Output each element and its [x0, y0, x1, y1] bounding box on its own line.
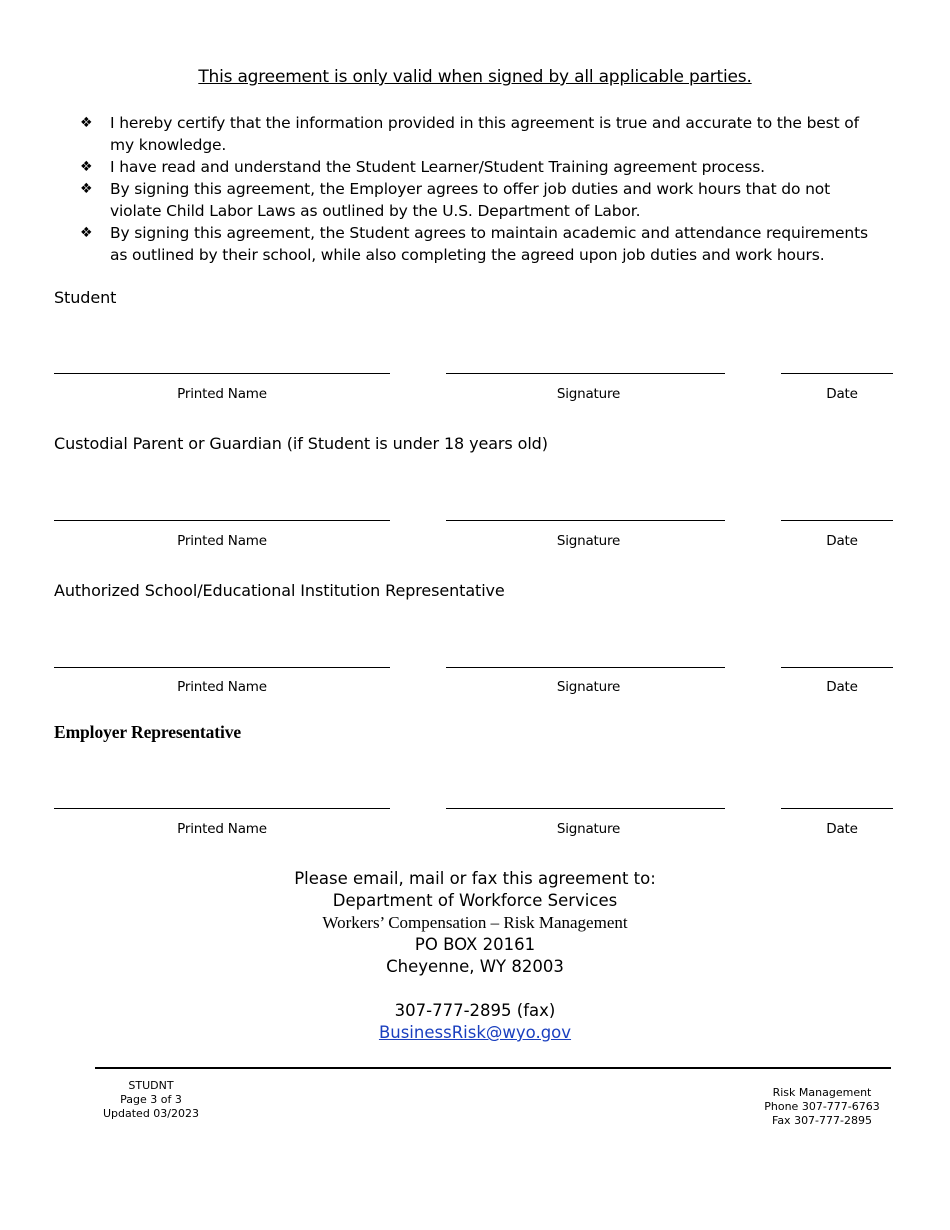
diamond-bullet-icon: ❖	[80, 159, 93, 175]
bullet-text: By signing this agreement, the Student agrees to maintain academic and attendance requirements as outlined by their school, while also completing the agreed upon job duties and work hours.	[110, 224, 868, 264]
signature-caption: Signature	[556, 533, 621, 549]
agreement-validity-heading: This agreement is only valid when signed by all applicable parties.	[198, 67, 752, 87]
date-caption: Date	[826, 533, 858, 549]
contact-spacer	[0, 978, 950, 1000]
signature-caption: Signature	[556, 821, 621, 837]
guardian-date-line[interactable]	[781, 520, 893, 521]
school-date-line[interactable]	[781, 667, 893, 668]
student-signature-line[interactable]	[446, 373, 725, 374]
printed-name-caption: Printed Name	[177, 386, 267, 402]
contact-city: Cheyenne, WY 82003	[386, 957, 564, 976]
date-caption: Date	[826, 386, 858, 402]
guardian-signature-line[interactable]	[446, 520, 725, 521]
certification-list	[80, 112, 880, 266]
diamond-bullet-icon: ❖	[80, 225, 93, 241]
section-label-student: Student	[54, 288, 117, 307]
footer-updated-date: Updated 03/2023	[102, 1107, 199, 1120]
diamond-bullet-icon: ❖	[80, 115, 93, 131]
contact-fax: 307-777-2895 (fax)	[394, 1001, 556, 1020]
list-item	[80, 178, 880, 222]
employer-date-line[interactable]	[781, 808, 893, 809]
section-label-parent-guardian: Custodial Parent or Guardian (if Student is under 18 years old)	[54, 434, 548, 453]
diamond-bullet-icon: ❖	[80, 181, 93, 197]
bullet-text: I have read and understand the Student Learner/Student Training agreement process.	[110, 158, 765, 176]
contact-block	[0, 868, 950, 1044]
student-printed-name-line[interactable]	[54, 373, 390, 374]
footer-form-id: STUDNT	[128, 1079, 174, 1092]
footer-form-info	[96, 1079, 206, 1121]
list-item	[80, 222, 880, 266]
footer-divider	[95, 1067, 891, 1069]
employer-signature-line[interactable]	[446, 808, 725, 809]
employer-printed-name-line[interactable]	[54, 808, 390, 809]
contact-intro: Please email, mail or fax this agreement to:	[294, 869, 656, 888]
printed-name-caption: Printed Name	[177, 679, 267, 695]
footer-phone: Phone 307-777-6763	[764, 1100, 880, 1113]
signature-caption: Signature	[556, 386, 621, 402]
footer-fax: Fax 307-777-2895	[772, 1114, 872, 1127]
bullet-text: By signing this agreement, the Employer agrees to offer job duties and work hours that do not violate Child Labor Laws as outlined by the U.S. Department of Labor.	[110, 180, 831, 220]
contact-po-box: PO BOX 20161	[414, 935, 536, 954]
date-caption: Date	[826, 679, 858, 695]
bullet-text: I hereby certify that the information provided in this agreement is true and accurate to the best of my knowledge.	[110, 114, 859, 154]
school-printed-name-line[interactable]	[54, 667, 390, 668]
list-item	[80, 156, 880, 178]
guardian-printed-name-line[interactable]	[54, 520, 390, 521]
date-caption: Date	[826, 821, 858, 837]
school-signature-line[interactable]	[446, 667, 725, 668]
footer-contact-info	[752, 1086, 892, 1128]
printed-name-caption: Printed Name	[177, 533, 267, 549]
contact-department: Department of Workforce Services	[332, 891, 618, 910]
footer-page-number: Page 3 of 3	[120, 1093, 182, 1106]
list-item	[80, 112, 880, 156]
signature-caption: Signature	[556, 679, 621, 695]
contact-division: Workers’ Compensation – Risk Management	[322, 913, 628, 932]
student-date-line[interactable]	[781, 373, 893, 374]
printed-name-caption: Printed Name	[177, 821, 267, 837]
footer-department: Risk Management	[772, 1086, 872, 1099]
contact-email-link[interactable]: BusinessRisk@wyo.gov	[378, 1023, 572, 1042]
section-label-employer-representative: Employer Representative	[54, 722, 242, 742]
section-label-school-representative: Authorized School/Educational Institution Representative	[54, 581, 505, 600]
